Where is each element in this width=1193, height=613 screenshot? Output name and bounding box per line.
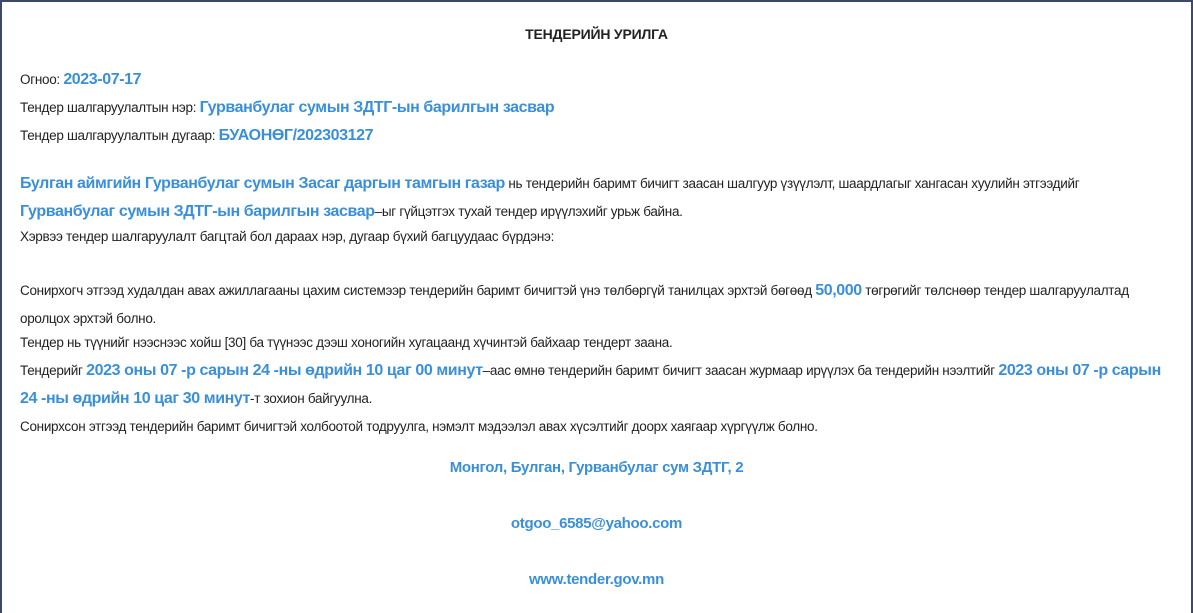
- project-name: Гурванбулаг сумын ЗДТГ-ын барилгын засвар: [20, 203, 375, 220]
- deadline-paragraph: [20, 357, 1173, 413]
- page-title: ТЕНДЕРИЙН УРИЛГА: [525, 26, 668, 42]
- deadline-text-1: Тендерийг: [20, 363, 87, 378]
- tender-name-row: [20, 94, 1173, 122]
- validity-note: Тендер нь түүнийг нээснээс хойш [30] ба түүнээс дээш хоногийн хугацаанд хүчинтэй байхаар тендерт заана.: [20, 335, 673, 350]
- tender-number-label: Тендер шалгаруулалтын дугаар:: [20, 128, 219, 143]
- intro-paragraph: [20, 170, 1173, 226]
- intro-text-2: –ыг гүйцэтгэх тухай тендер ирүүлэхийг урьж байна.: [374, 204, 683, 219]
- document-fee: 50,000: [815, 282, 862, 299]
- submission-deadline: 2023 оны 07 -р сарын 24 -ны өдрийн 10 цаг 00 минут: [86, 362, 483, 379]
- tender-name-label: Тендер шалгаруулалтын нэр:: [20, 100, 200, 115]
- deadline-text-2: –аас өмнө тендерийн баримт бичигт заасан журмаар ирүүлэх ба тендерийн нээлтийг: [482, 363, 999, 378]
- tender-name-value: Гурванбулаг сумын ЗДТГ-ын барилгын засвар: [199, 99, 555, 116]
- contact-note: Сонирхсон этгээд тендерийн баримт бичигтэй холбоотой тодруулга, нэмэлт мэдээлэл авах хүсэлтийг доорх хаягаар хүргүүлж болно.: [20, 419, 818, 434]
- intro-text-1: нь тендерийн баримт бичигт заасан шалгуур үзүүлэлт, шаардлагыг хангасан хуулийн этгээдийг: [504, 176, 1080, 191]
- tender-number-value: БУАОНӨГ/202303127: [218, 127, 374, 144]
- deadline-text-3: -т зохион байгуулна.: [250, 391, 373, 406]
- date-label: Огноо:: [20, 72, 64, 87]
- contact-email[interactable]: otgoo_6585@yahoo.com: [510, 515, 683, 532]
- access-text-1: Сонирхогч этгээд худалдан авах ажиллагааны цахим системээр тендерийн баримт бичигтэй үнэ төлбөргүй танилцах эрхтэй бөгөөд: [20, 283, 816, 298]
- contact-address: Монгол, Булган, Гурванбулаг сум ЗДТГ, 2: [449, 459, 744, 476]
- access-text-2: төгрөгийг төлснөөр тендер шалгаруулалтад оролцох эрхтэй болно.: [20, 283, 1129, 326]
- date-value: 2023-07-17: [63, 71, 142, 88]
- procuring-entity: Булган аймгийн Гурванбулаг сумын Засаг даргын тамгын газар: [20, 175, 505, 192]
- access-paragraph: [20, 277, 1173, 333]
- packages-note: Хэрвээ тендер шалгаруулалт багцтай бол дараах нэр, дугаар бүхий багцуудаас бүрдэнэ:: [20, 229, 555, 244]
- tender-number-row: [20, 122, 1173, 150]
- contact-website-link[interactable]: www.tender.gov.mn: [529, 571, 664, 588]
- opening-time: 2023 оны 07 -р сарын 24 -ны өдрийн 10 цаг 30 минут: [20, 362, 1161, 407]
- date-row: [20, 66, 1173, 94]
